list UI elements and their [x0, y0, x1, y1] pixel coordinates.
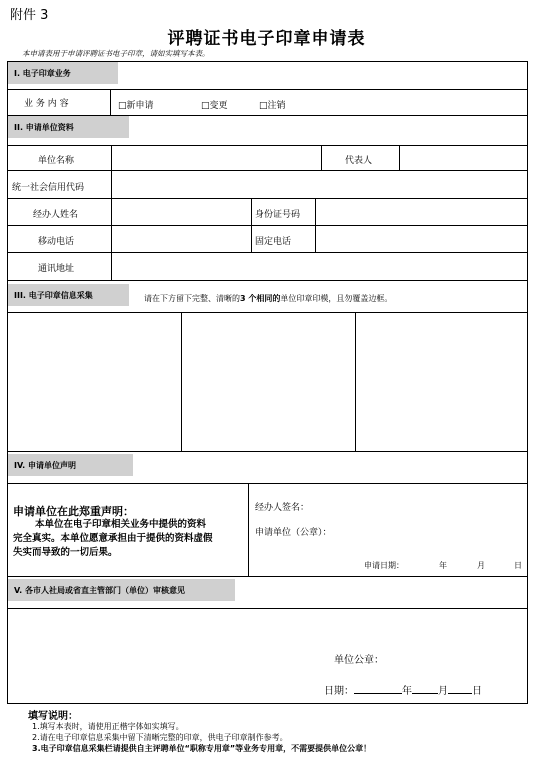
- divider: [111, 145, 112, 170]
- option-cancel[interactable]: □注销: [259, 101, 286, 111]
- note-1: 1.填写本表时，请使用正楷字体如实填写。: [32, 722, 184, 731]
- option-new-application[interactable]: □新申请: [118, 101, 154, 111]
- seal-box-divider: [355, 312, 356, 451]
- apply-date-year: 年: [439, 561, 447, 570]
- section-1-heading: I. 电子印章业务: [8, 62, 118, 84]
- review-date: [324, 682, 482, 697]
- mobile-label: 移动电话: [38, 237, 75, 247]
- review-date-label: 日期：: [324, 686, 354, 697]
- divider: [8, 576, 527, 577]
- address-label: 通讯地址: [38, 264, 75, 274]
- handler-signature-label: 经办人签名：: [255, 503, 310, 513]
- unit-name-label: 单位名称: [38, 156, 75, 166]
- note-3: 3.电子印章信息采集栏请提供自主评聘单位“职称专用章”等业务专用章，不需要提供单位公章！: [32, 744, 372, 753]
- review-date-month: 月: [438, 686, 448, 697]
- seal-instruction-suffix: 单位印章印模，且勿覆盖边框。: [280, 294, 393, 303]
- declaration-title: 申请单位在此郑重声明：: [13, 505, 134, 518]
- declaration-line-3: 失实而导致的一切后果。: [13, 547, 118, 558]
- divider: [111, 170, 112, 198]
- divider: [248, 483, 249, 576]
- divider: [110, 89, 111, 115]
- section-5-heading: V. 各市人社局或省直主管部门（单位）审核意见: [8, 579, 235, 601]
- business-content-label: 业 务 内 容: [24, 99, 69, 109]
- form-subtitle: 本申请表用于申请评聘证书电子印章，请如实填写本表。: [22, 49, 210, 58]
- section-4-heading: IV. 申请单位声明: [8, 454, 133, 476]
- id-number-label: 身份证号码: [255, 210, 301, 220]
- apply-date-label: 申请日期：: [364, 561, 404, 570]
- handler-name-label: 经办人姓名: [33, 210, 79, 220]
- seal-instruction-prefix: 请在下方留下完整、清晰的: [144, 294, 240, 303]
- divider: [8, 170, 527, 171]
- divider: [8, 483, 527, 484]
- review-seal-label: 单位公章：: [334, 655, 384, 666]
- unit-seal-label: 申请单位（公章）：: [255, 528, 332, 538]
- option-change[interactable]: □变更: [201, 101, 228, 111]
- divider: [399, 145, 400, 170]
- divider: [111, 252, 112, 280]
- divider: [8, 312, 527, 313]
- declaration-line-2: 完全真实。本单位愿意承担由于提供的资料虚假: [13, 533, 213, 544]
- notes-title: 填写说明：: [28, 711, 78, 722]
- section-2-heading: II. 申请单位资料: [8, 116, 129, 138]
- representative-label: 代表人: [345, 156, 373, 166]
- divider: [8, 225, 527, 226]
- divider: [8, 198, 527, 199]
- divider: [8, 145, 527, 146]
- note-2: 2.请在电子印章信息采集中留下清晰完整的印章，供电子印章制作参考。: [32, 733, 288, 742]
- seal-instruction-bold: 3 个相同的: [240, 294, 281, 303]
- divider: [8, 451, 527, 452]
- review-date-year: 年: [402, 686, 412, 697]
- credit-code-label: 统一社会信用代码: [12, 183, 85, 193]
- apply-date-month: 月: [477, 561, 485, 570]
- attachment-label: 附件 3: [10, 8, 49, 23]
- declaration-line-1: 本单位在电子印章相关业务中提供的资料: [35, 519, 207, 530]
- review-date-day: 日: [472, 686, 482, 697]
- seal-box-divider: [181, 312, 182, 451]
- divider: [321, 145, 322, 170]
- seal-instruction: [144, 293, 392, 304]
- application-form: [7, 61, 528, 704]
- apply-date-day: 日: [514, 561, 522, 570]
- section-3-heading: III. 电子印章信息采集: [8, 284, 129, 306]
- landline-label: 固定电话: [255, 237, 292, 247]
- month-blank[interactable]: [412, 693, 438, 694]
- form-title: 评聘证书电子印章申请表: [167, 29, 366, 49]
- divider: [8, 280, 527, 281]
- day-blank[interactable]: [448, 693, 472, 694]
- divider: [8, 252, 527, 253]
- year-blank[interactable]: [354, 693, 402, 694]
- divider: [8, 89, 527, 90]
- divider: [8, 608, 527, 609]
